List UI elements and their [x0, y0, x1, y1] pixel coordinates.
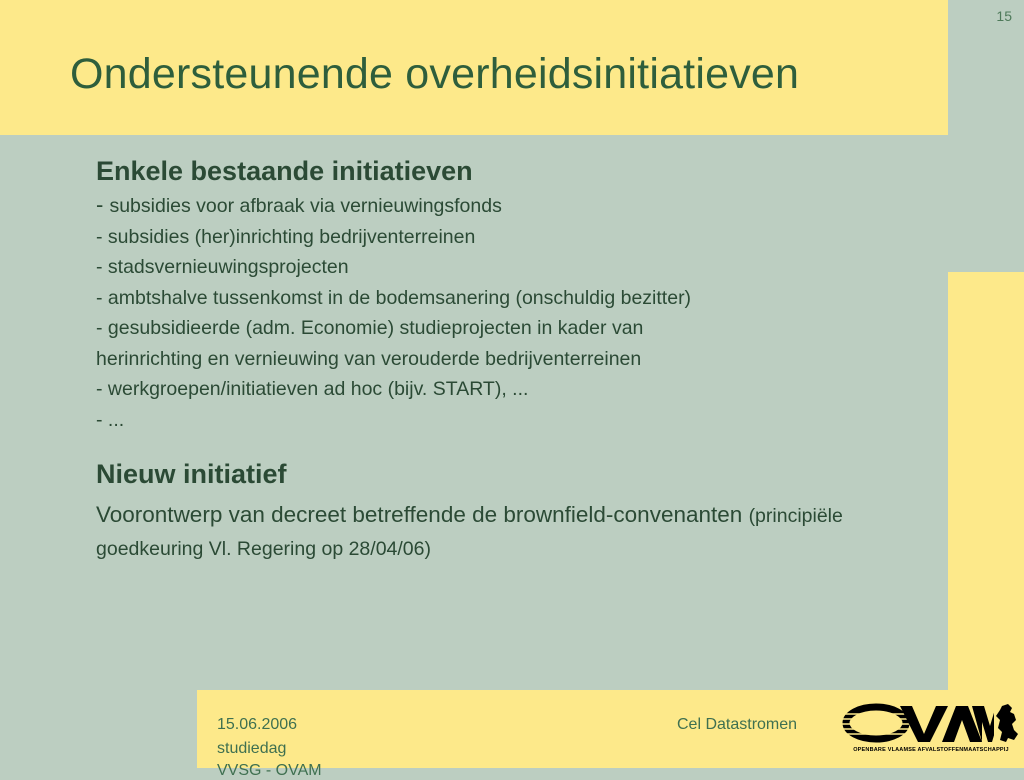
list-item: - stadsvernieuwingsprojecten — [96, 256, 349, 278]
list-item: - subsidies (her)inrichting bedrijventerreinen — [96, 225, 476, 248]
list-item: - ambtshalve tussenkomst in de bodemsanering (onschuldig bezitter) — [96, 286, 692, 309]
list-item: - ... — [96, 408, 125, 431]
ovam-logo — [842, 702, 1020, 762]
new-initiative-note: (principiële goedkeuring Vl. Regering op 28/04/06) — [96, 505, 843, 560]
list-item: - gesubsidieerde (adm. Economie) studieprojecten in kader van — [96, 317, 644, 339]
footer-subtitle-2: VVSG - OVAM — [217, 762, 322, 779]
logo-caption: OPENBARE VLAAMSE AFVALSTOFFENMAATSCHAPPIJ — [853, 747, 1009, 753]
ovam-logo-graphic — [842, 702, 1020, 748]
list-item-text: subsidies voor afbraak via vernieuwingsfonds — [109, 195, 502, 217]
page-number: 15 — [996, 8, 1012, 24]
slide-content — [96, 152, 906, 565]
list-item — [96, 190, 906, 222]
existing-initiatives-list — [96, 190, 906, 435]
slide-title: Ondersteunende overheidsinitiatieven — [70, 50, 800, 98]
footer-date: 15.06.2006 — [217, 716, 298, 733]
list-item: herinrichting en vernieuwing van verouderde bedrijventerreinen — [96, 347, 642, 370]
footer-subtitle: studiedag — [217, 740, 287, 757]
bullet-dash: - — [96, 192, 110, 217]
new-initiative-text — [96, 499, 906, 565]
section-heading-new: Nieuw initiatief — [96, 459, 287, 489]
new-initiative-main: Voorontwerp van decreet betreffende de brownfield-convenanten — [96, 502, 743, 527]
section-heading-existing: Enkele bestaande initiatieven — [96, 156, 473, 186]
list-item: - werkgroepen/initiatieven ad hoc (bijv. START), ... — [96, 378, 529, 400]
footer-department: Cel Datastromen — [677, 716, 798, 733]
